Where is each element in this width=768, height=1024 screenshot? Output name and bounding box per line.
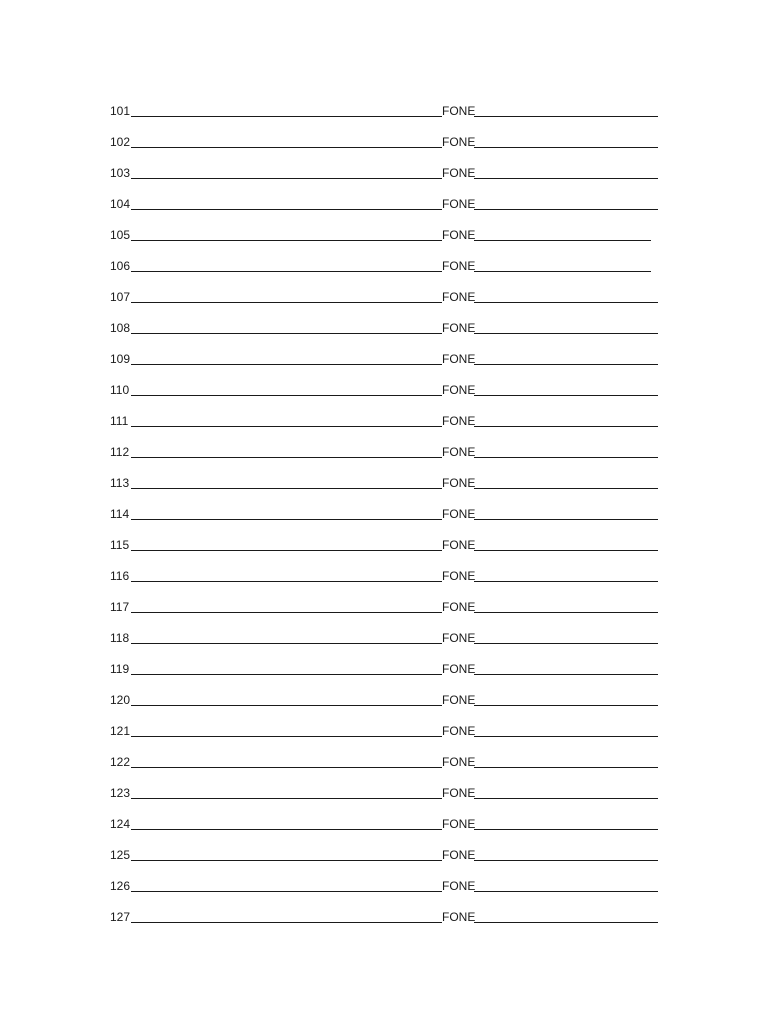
list-item (110, 118, 658, 149)
phone-label: FONE (442, 104, 476, 118)
list-item (110, 583, 658, 614)
entry-number: 127 (110, 910, 131, 924)
entry-number: 107 (110, 290, 131, 304)
name-blank-line[interactable] (131, 394, 442, 396)
phone-label: FONE (442, 755, 476, 769)
entry-number: 102 (110, 135, 131, 149)
entry-number: 120 (110, 693, 131, 707)
list-item (110, 211, 658, 242)
phone-label: FONE (442, 786, 476, 800)
name-blank-line[interactable] (131, 301, 442, 303)
phone-label: FONE (442, 662, 476, 676)
name-blank-line[interactable] (131, 549, 442, 551)
phone-blank-line[interactable] (474, 828, 658, 830)
list-item (110, 738, 658, 769)
entry-number: 124 (110, 817, 131, 831)
name-blank-line[interactable] (131, 456, 442, 458)
phone-blank-line[interactable] (474, 239, 651, 241)
list-item (110, 614, 658, 645)
list-item (110, 242, 658, 273)
list-item (110, 676, 658, 707)
phone-label: FONE (442, 848, 476, 862)
name-blank-line[interactable] (131, 487, 442, 489)
phone-blank-line[interactable] (474, 766, 658, 768)
phone-blank-line[interactable] (474, 518, 658, 520)
phone-blank-line[interactable] (474, 735, 658, 737)
phone-label: FONE (442, 910, 476, 924)
list-item (110, 180, 658, 211)
name-blank-line[interactable] (131, 518, 442, 520)
phone-label: FONE (442, 817, 476, 831)
phone-blank-line[interactable] (474, 270, 651, 272)
name-blank-line[interactable] (131, 332, 442, 334)
entry-number: 119 (110, 662, 130, 676)
list-item (110, 769, 658, 800)
phone-blank-line[interactable] (474, 921, 658, 923)
list-item (110, 862, 658, 893)
name-blank-line[interactable] (131, 239, 442, 241)
entry-number: 110 (110, 383, 130, 397)
phone-label: FONE (442, 383, 476, 397)
phone-label: FONE (442, 600, 476, 614)
phone-blank-line[interactable] (474, 580, 658, 582)
name-blank-line[interactable] (131, 673, 442, 675)
name-blank-line[interactable] (131, 270, 442, 272)
list-item (110, 304, 658, 335)
entry-number: 109 (110, 352, 131, 366)
name-blank-line[interactable] (131, 611, 442, 613)
phone-label: FONE (442, 879, 476, 893)
entry-number: 122 (110, 755, 131, 769)
entry-number: 121 (110, 724, 131, 738)
phone-blank-line[interactable] (474, 332, 658, 334)
name-blank-line[interactable] (131, 828, 442, 830)
phone-blank-line[interactable] (474, 146, 658, 148)
name-blank-line[interactable] (131, 766, 442, 768)
list-item (110, 521, 658, 552)
phone-blank-line[interactable] (474, 611, 658, 613)
phone-blank-line[interactable] (474, 456, 658, 458)
name-blank-line[interactable] (131, 921, 442, 923)
entry-number: 111 (110, 414, 129, 428)
name-blank-line[interactable] (131, 704, 442, 706)
phone-label: FONE (442, 538, 476, 552)
phone-blank-line[interactable] (474, 115, 658, 117)
entry-number: 112 (110, 445, 130, 459)
phone-blank-line[interactable] (474, 549, 658, 551)
entry-number: 126 (110, 879, 131, 893)
entry-number: 117 (110, 600, 130, 614)
phone-label: FONE (442, 352, 476, 366)
name-blank-line[interactable] (131, 425, 442, 427)
phone-label: FONE (442, 507, 476, 521)
entry-number: 103 (110, 166, 131, 180)
list-item (110, 428, 658, 459)
phone-label: FONE (442, 724, 476, 738)
list-item (110, 335, 658, 366)
phone-label: FONE (442, 197, 476, 211)
phone-blank-line[interactable] (474, 704, 658, 706)
phone-label: FONE (442, 569, 476, 583)
list-item (110, 893, 658, 924)
phone-label: FONE (442, 445, 476, 459)
list-item (110, 645, 658, 676)
entry-number: 115 (110, 538, 130, 552)
phone-blank-line[interactable] (474, 363, 658, 365)
phone-blank-line[interactable] (474, 487, 658, 489)
phone-blank-line[interactable] (474, 177, 658, 179)
entry-number: 114 (110, 507, 130, 521)
name-blank-line[interactable] (131, 208, 442, 210)
list-item (110, 800, 658, 831)
entry-number: 113 (110, 476, 130, 490)
entry-number: 118 (110, 631, 130, 645)
list-item (110, 707, 658, 738)
list-item (110, 87, 658, 118)
phone-label: FONE (442, 631, 476, 645)
entry-number: 104 (110, 197, 131, 211)
phone-label: FONE (442, 228, 476, 242)
entry-number: 101 (110, 104, 131, 118)
phone-blank-line[interactable] (474, 301, 658, 303)
phone-label: FONE (442, 290, 476, 304)
name-blank-line[interactable] (131, 146, 442, 148)
entry-number: 108 (110, 321, 131, 335)
phone-blank-line[interactable] (474, 673, 658, 675)
name-blank-line[interactable] (131, 735, 442, 737)
phone-list-form (110, 87, 658, 924)
entry-number: 105 (110, 228, 131, 242)
name-blank-line[interactable] (131, 177, 442, 179)
name-blank-line[interactable] (131, 642, 442, 644)
list-item (110, 273, 658, 304)
name-blank-line[interactable] (131, 115, 442, 117)
list-item (110, 397, 658, 428)
list-item (110, 490, 658, 521)
name-blank-line[interactable] (131, 859, 442, 861)
phone-blank-line[interactable] (474, 208, 658, 210)
phone-label: FONE (442, 693, 476, 707)
phone-label: FONE (442, 135, 476, 149)
phone-label: FONE (442, 259, 476, 273)
phone-blank-line[interactable] (474, 797, 658, 799)
list-item (110, 366, 658, 397)
phone-blank-line[interactable] (474, 859, 658, 861)
phone-blank-line[interactable] (474, 642, 658, 644)
phone-label: FONE (442, 476, 476, 490)
phone-label: FONE (442, 166, 476, 180)
entry-number: 123 (110, 786, 131, 800)
entry-number: 106 (110, 259, 131, 273)
name-blank-line[interactable] (131, 363, 442, 365)
phone-blank-line[interactable] (474, 890, 658, 892)
name-blank-line[interactable] (131, 797, 442, 799)
phone-label: FONE (442, 321, 476, 335)
phone-label: FONE (442, 414, 476, 428)
list-item (110, 149, 658, 180)
name-blank-line[interactable] (131, 890, 442, 892)
list-item (110, 831, 658, 862)
phone-blank-line[interactable] (474, 394, 658, 396)
entry-number: 125 (110, 848, 131, 862)
entry-number: 116 (110, 569, 130, 583)
phone-blank-line[interactable] (474, 425, 658, 427)
name-blank-line[interactable] (131, 580, 442, 582)
list-item (110, 552, 658, 583)
list-item (110, 459, 658, 490)
